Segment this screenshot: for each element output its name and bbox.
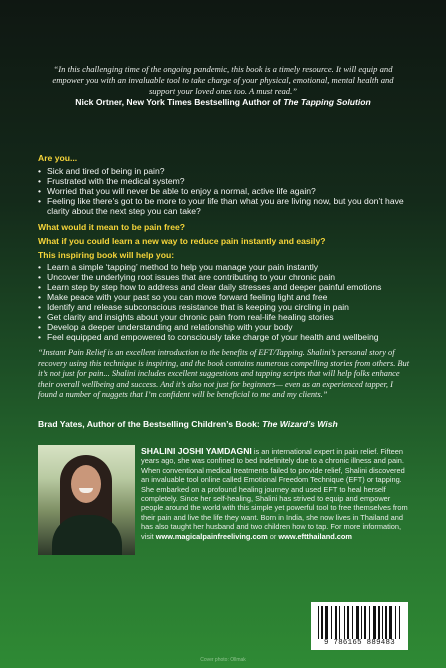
- author-bio: [141, 447, 413, 541]
- barcode-bars: [318, 606, 401, 639]
- author-book-title: The Wizard’s Wish: [262, 419, 338, 429]
- author-name: Brad Yates, Author of the Bestselling Children’s Book:: [38, 419, 263, 429]
- question-new-way: What if you could learn a new way to reduce pain instantly and easily?: [38, 236, 326, 246]
- barcode-number: 9 786165 889483: [323, 639, 396, 647]
- list-item: • Identify and release subconscious resistance that is keeping you circling in pain: [38, 302, 408, 312]
- list-item: • Feeling like there’s got to be more to your life than what you are living now, but you don’t have clarity about the next step you can take?: [38, 196, 408, 216]
- bio-or: or: [267, 531, 279, 541]
- list-item: • Learn step by step how to address and clear daily stresses and deeper painful emotions: [38, 282, 408, 292]
- list-item: • Sick and tired of being in pain?: [38, 166, 408, 176]
- list-item: • Make peace with your past so you can move forward feeling light and free: [38, 292, 408, 302]
- question-pain-free: What would it mean to be pain free?: [38, 222, 186, 232]
- list-item: • Uncover the underlying root issues that are contributing to your chronic pain: [38, 272, 408, 282]
- book-benefits-list: [38, 262, 408, 342]
- book-benefits-heading: This inspiring book will help you:: [38, 250, 175, 260]
- endorsement-quote-top: “In this challenging time of the ongoing pandemic, this book is a timely resource. It will equip and empower you with an invaluable tool to take charge of your physical, emotional, mental health and support your loved ones too. A must read.”: [52, 64, 394, 96]
- list-item: • Worried that you will never be able to enjoy a normal, active life again?: [38, 186, 408, 196]
- author-name: Nick Ortner, New York Times Bestselling Author of: [75, 97, 284, 107]
- isbn-barcode: [311, 602, 408, 650]
- author-bio-name: SHALINI JOSHI YAMDAGNI: [141, 446, 252, 456]
- author-bio-text: is an international expert in pain relief. Fifteen years ago, she was confined to bed indefinitely due to a chronic illness and pain. When conventional medical treatments failed to provide relief, Shalini discovered an invaluable tool online called Emotional Freedom Technique (EFT) or tapping. She embarked on a profound healing journey and used EFT to heal herself completely. Since her self-healing, Shalini has strived to equip and empower people around the world with this simple yet powerful tool to free themselves from their pain and live the life they want. Born in India, she now lives in Thailand and has also taught her husband and two children how to tap. For more information, visit: [141, 447, 408, 541]
- list-item: • Feel equipped and empowered to consciously take charge of your health and wellbeing: [38, 332, 408, 342]
- author-book-title: The Tapping Solution: [283, 97, 371, 107]
- website-link-1: www.magicalpainfreeliving.com: [155, 531, 268, 541]
- website-link-2: www.eftthailand.com: [278, 531, 352, 541]
- are-you-list: [38, 166, 408, 216]
- list-item: • Frustrated with the medical system?: [38, 176, 408, 186]
- author-photo: [38, 445, 135, 555]
- endorsement-quote-bottom: “Instant Pain Relief is an excellent introduction to the benefits of EFT/Tapping. Shalini’s personal story of recovery using this technique is inspiring, and the book contains numerous compelling stories from others. But it’s not just for pain... Shalini includes excellent suggestions and tapping scripts that will help folks enhance their overall wellbeing and success. And it’s also not just for beginners— even as an experienced tapper, I found a number of nuggets that I’m confident will be beneficial to me and my clients.”: [38, 348, 410, 399]
- endorsement-author-bottom: [38, 419, 338, 429]
- list-item: • Learn a simple ‘tapping’ method to help you manage your pain instantly: [38, 262, 408, 272]
- list-item: • Get clarity and insights about your chronic pain from real-life healing stories: [38, 312, 408, 322]
- list-item: • Develop a deeper understanding and relationship with your body: [38, 322, 408, 332]
- cover-photo-credit: Cover photo: Ollmak: [200, 657, 246, 663]
- are-you-heading: Are you...: [38, 153, 78, 163]
- endorsement-author-top: [0, 97, 446, 107]
